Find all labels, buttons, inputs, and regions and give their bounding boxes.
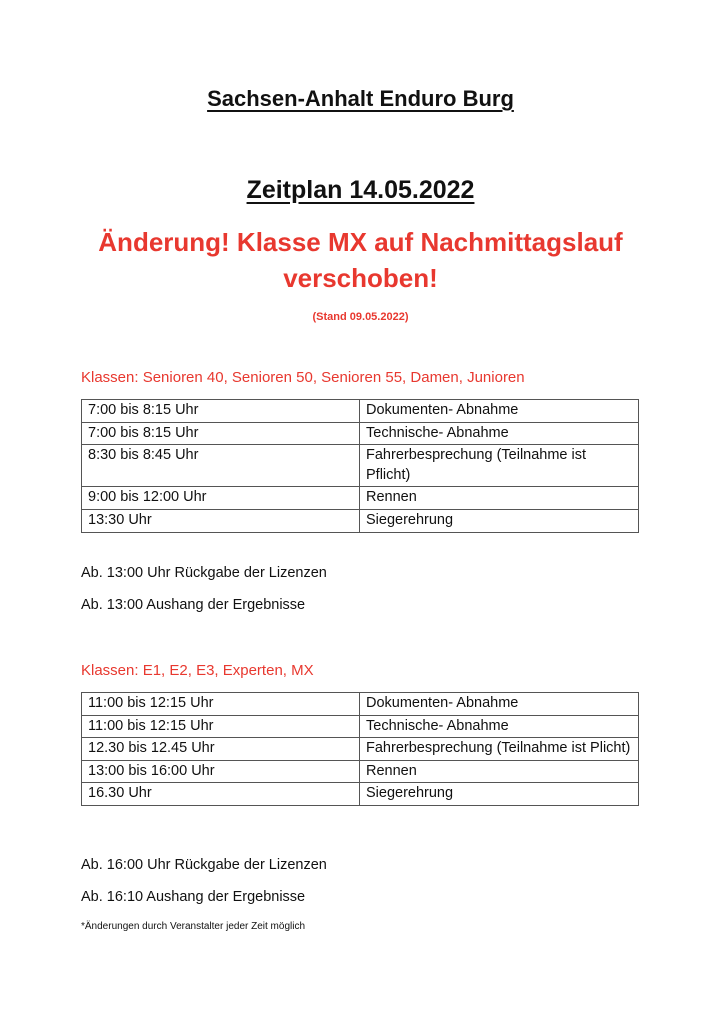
table-row bbox=[82, 487, 639, 510]
time-cell: 12.30 bis 12.45 Uhr bbox=[82, 738, 360, 761]
event-cell: Dokumenten- Abnahme bbox=[360, 693, 639, 716]
table-row bbox=[82, 693, 639, 716]
event-cell: Technische- Abnahme bbox=[360, 422, 639, 445]
license-return-note: Ab. 13:00 Uhr Rückgabe der Lizenzen bbox=[81, 565, 327, 581]
license-return-note: Ab. 16:00 Uhr Rückgabe der Lizenzen bbox=[81, 857, 327, 873]
table-row bbox=[82, 715, 639, 738]
table-row bbox=[82, 760, 639, 783]
footnote: *Änderungen durch Veranstalter jeder Zeit möglich bbox=[81, 921, 306, 932]
table-row bbox=[82, 400, 639, 423]
results-posting-note: Ab. 13:00 Aushang der Ergebnisse bbox=[81, 597, 306, 613]
time-cell: 11:00 bis 12:15 Uhr bbox=[82, 693, 360, 716]
results-posting-note: Ab. 16:10 Aushang der Ergebnisse bbox=[81, 889, 306, 905]
change-alert: Änderung! Klasse MX auf Nachmittagslauf verschoben! bbox=[98, 227, 623, 293]
time-cell: 7:00 bis 8:15 Uhr bbox=[82, 400, 360, 423]
table-row bbox=[82, 783, 639, 806]
time-cell: 13:00 bis 16:00 Uhr bbox=[82, 760, 360, 783]
event-cell: Rennen bbox=[360, 760, 639, 783]
table-row bbox=[82, 509, 639, 532]
page-title: Sachsen-Anhalt Enduro Burg bbox=[207, 86, 514, 111]
schedule-table-group-2 bbox=[81, 692, 639, 806]
table-row bbox=[82, 738, 639, 761]
event-cell: Rennen bbox=[360, 487, 639, 510]
stand-date: (Stand 09.05.2022) bbox=[312, 311, 409, 323]
time-cell: 7:00 bis 8:15 Uhr bbox=[82, 422, 360, 445]
time-cell: 16.30 Uhr bbox=[82, 783, 360, 806]
event-cell: Siegerehrung bbox=[360, 509, 639, 532]
table-row bbox=[82, 422, 639, 445]
table-row bbox=[82, 445, 639, 487]
time-cell: 13:30 Uhr bbox=[82, 509, 360, 532]
event-cell: Technische- Abnahme bbox=[360, 715, 639, 738]
class-group-2-heading: Klassen: E1, E2, E3, Experten, MX bbox=[81, 662, 314, 679]
event-cell: Dokumenten- Abnahme bbox=[360, 400, 639, 423]
schedule-title: Zeitplan 14.05.2022 bbox=[246, 176, 475, 204]
event-cell: Fahrerbesprechung (Teilnahme ist Plicht) bbox=[360, 738, 639, 761]
event-cell: Siegerehrung bbox=[360, 783, 639, 806]
time-cell: 11:00 bis 12:15 Uhr bbox=[82, 715, 360, 738]
event-cell: Fahrerbesprechung (Teilnahme ist Pflicht) bbox=[360, 445, 639, 487]
class-group-1-heading: Klassen: Senioren 40, Senioren 50, Senioren 55, Damen, Junioren bbox=[81, 369, 525, 386]
time-cell: 8:30 bis 8:45 Uhr bbox=[82, 445, 360, 487]
time-cell: 9:00 bis 12:00 Uhr bbox=[82, 487, 360, 510]
schedule-table-group-1 bbox=[81, 399, 639, 533]
